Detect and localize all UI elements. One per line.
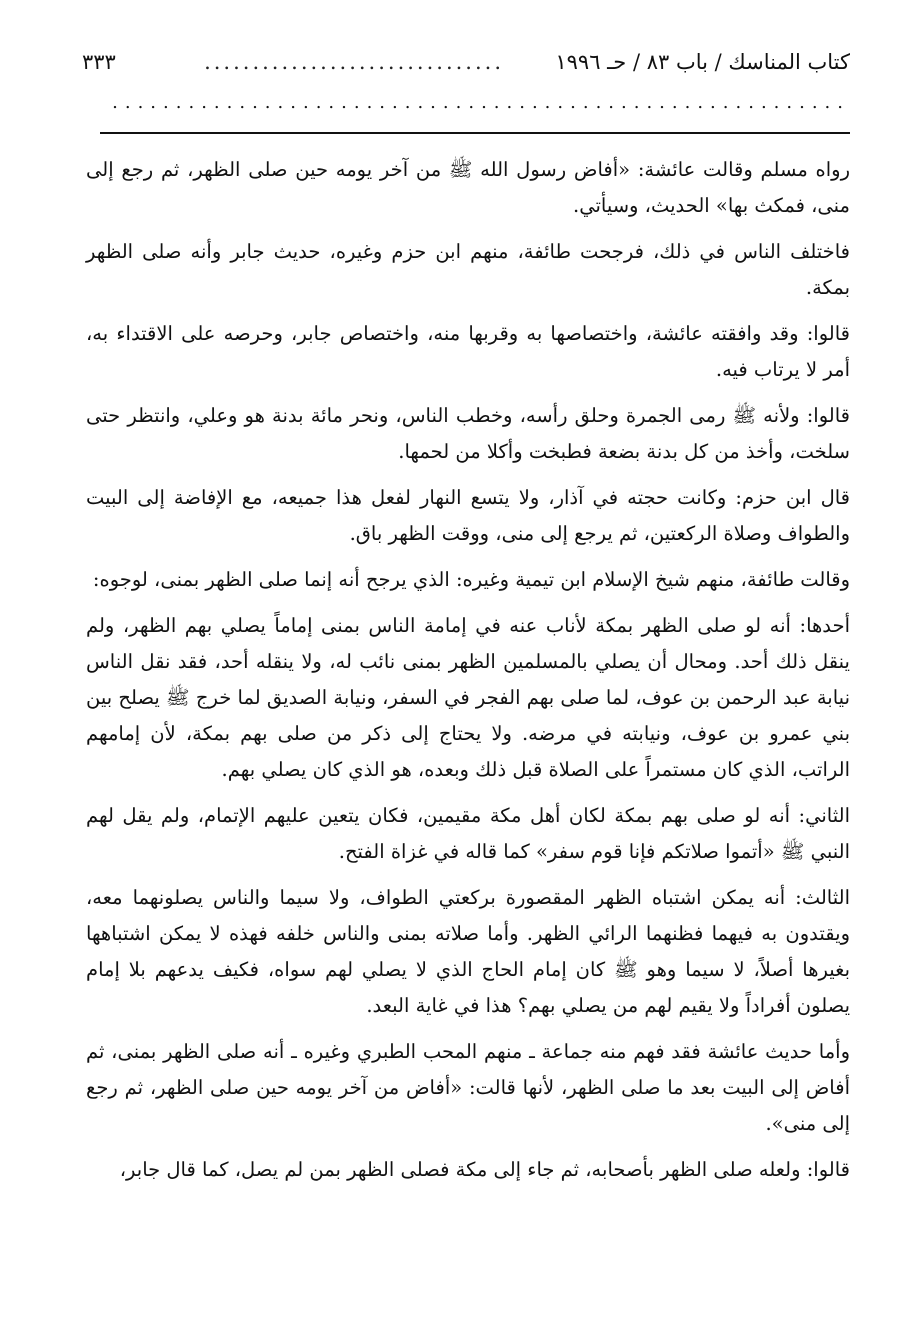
paragraph: وأما حديث عائشة فقد فهم منه جماعة ـ منهم المحب الطبري وغيره ـ أنه صلى الظهر بمنى، ثم أفاض إلى البيت بعد ما صلى الظهر، لأنها قالت: «أفاض من آخر يومه حين صلى الظهر، ثم رجع إلى منى». xyxy=(86,1040,850,1135)
paragraph: قالوا: ولعله صلى الظهر بأصحابه، ثم جاء إلى مكة فصلى الظهر بمن لم يصل، كما قال جابر، xyxy=(119,1158,850,1181)
paragraph: الثالث: أنه يمكن اشتباه الظهر المقصورة بركعتي الطواف، ولا سيما والناس يصلونهما معه، ويقتدون به فيهما فظنهما الرائي الظهر. وأما صلاته بمنى والناس خلفه فهذه لا يمكن اشتباهها بغيرها أصلاً، لا سيما وهو ﷺ كان إمام الحاج الذي لا يصلي لهم سواه، فكيف يدعهم بلا إمام يصلون أفراداً ولا يقيم لهم من يصلي بهم؟ هذا في غاية البعد. xyxy=(86,886,850,1017)
paragraph: وقالت طائفة، منهم شيخ الإسلام ابن تيمية وغيره: الذي يرجح أنه إنما صلى الظهر بمنى، لوجوه: xyxy=(92,568,850,591)
paragraph: قالوا: ولأنه ﷺ رمى الجمرة وحلق رأسه، وخطب الناس، ونحر مائة بدنة هو وعلي، وانتظر حتى سلخت، وأخذ من كل بدنة بضعة فطبخت وأكلا من لحمها. xyxy=(86,404,850,463)
header-dotted-line: .......................................................... xyxy=(112,92,850,112)
header-title: كتاب المناسك / باب ٨٣ / حـ ١٩٩٦ xyxy=(555,50,850,74)
header-dot-leader: ............................... xyxy=(204,50,504,74)
paragraph: فاختلف الناس في ذلك، فرجحت طائفة، منهم ابن حزم وغيره، حديث جابر وأنه صلى الظهر بمكة. xyxy=(86,240,850,299)
paragraph: قال ابن حزم: وكانت حجته في آذار، ولا يتسع النهار لفعل هذا جميعه، مع الإفاضة إلى البيت والطواف وصلاة الركعتين، ثم يرجع إلى منى، ووقت الظهر باق. xyxy=(86,486,850,545)
paragraph: رواه مسلم وقالت عائشة: «أفاض رسول الله ﷺ من آخر يومه حين صلى الظهر، ثم رجع إلى منى، فمكث بها» الحديث، وسيأتي. xyxy=(86,158,850,217)
page-number: ٣٣٣ xyxy=(82,50,116,74)
header-rule xyxy=(100,132,850,134)
paragraph: أحدها: أنه لو صلى الظهر بمكة لأناب عنه في إمامة الناس بمنى إماماً يصلي بهم الظهر، ولم ينقل ذلك أحد. ومحال أن يصلي بالمسلمين الظهر بمنى نائب له، ولا ينقله أحد، فقد نقل الناس نيابة عبد الرحمن بن عوف، لما صلى بهم الفجر في السفر، ونيابة الصديق لما خرج ﷺ يصلح بين بني عمرو بن عوف، ونيابته في مرضه. ولا يحتاج إلى ذكر من صلى بهم بمكة، لأن إمامهم الراتب، الذي كان مستمراً على الصلاة قبل ذلك وبعده، هو الذي كان يصلي بهم. xyxy=(86,614,850,781)
running-header xyxy=(82,48,850,88)
paragraph: الثاني: أنه لو صلى بهم بمكة لكان أهل مكة مقيمين، فكان يتعين عليهم الإتمام، ولم يقل لهم النبي ﷺ «أتموا صلاتكم فإنا قوم سفر» كما قاله في غزاة الفتح. xyxy=(86,804,850,863)
page-body xyxy=(86,152,850,1198)
paragraph: قالوا: وقد وافقته عائشة، واختصاصها به وقربها منه، واختصاص جابر، وحرصه على الاقتداء به، أمر لا يرتاب فيه. xyxy=(86,322,850,381)
